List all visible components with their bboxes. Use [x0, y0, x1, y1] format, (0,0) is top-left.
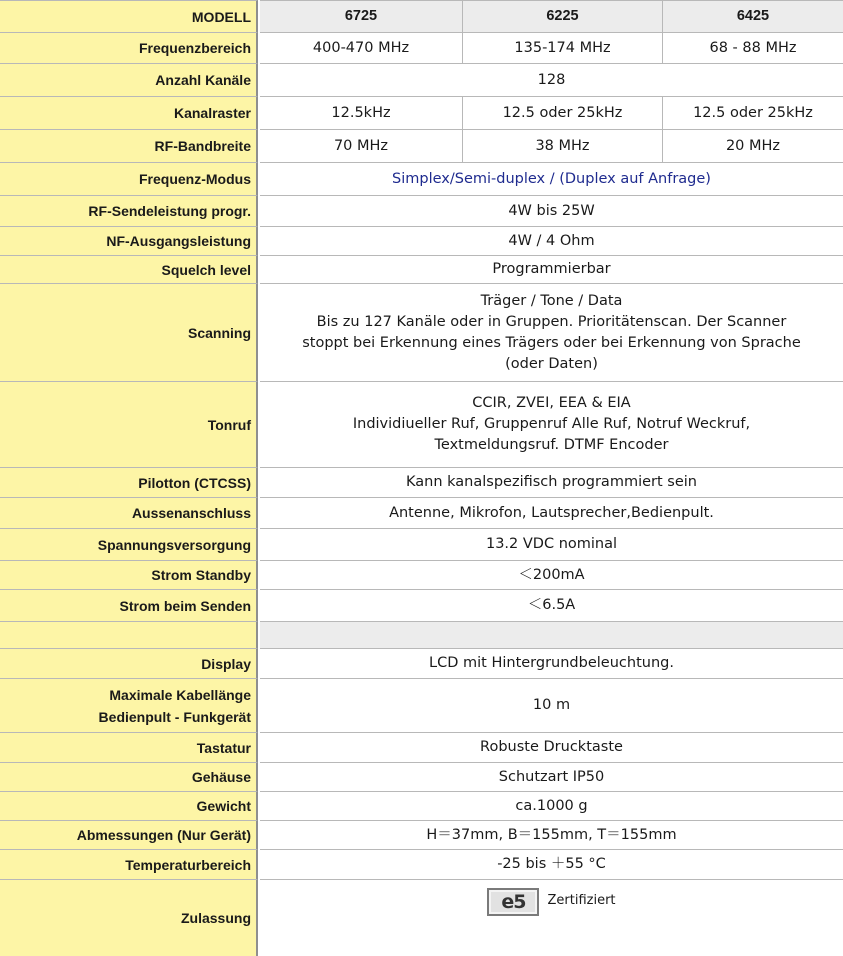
row-value — [260, 880, 843, 956]
e5-certification-logo: e5 — [487, 888, 539, 916]
row-value — [260, 284, 843, 382]
table-header-row — [0, 0, 843, 33]
row-value: ca.1000 g — [260, 792, 843, 821]
table-row-gehaeuse — [0, 763, 843, 792]
table-row-aussenanschluss — [0, 498, 843, 529]
row-value: Simplex/Semi-duplex / (Duplex auf Anfrage) — [260, 163, 843, 196]
value-6225: 38 MHz — [463, 130, 663, 163]
kabellaenge-label-line-2: Bedienpult - Funkgerät — [98, 708, 251, 725]
row-label: Pilotton (CTCSS) — [0, 468, 258, 498]
table-row-spannungsversorgung — [0, 529, 843, 561]
table-row-rf-sendeleistung — [0, 196, 843, 227]
row-label: Temperaturbereich — [0, 850, 258, 880]
model-6725-header: 6725 — [260, 0, 463, 33]
table-row-display — [0, 649, 843, 679]
table-row-kabellaenge — [0, 679, 843, 733]
row-label: Gehäuse — [0, 763, 258, 792]
table-row-empty — [0, 622, 843, 649]
row-label-empty — [0, 622, 258, 649]
table-row-strom-standby — [0, 561, 843, 590]
row-label: Strom Standby — [0, 561, 258, 590]
table-row-pilotton — [0, 468, 843, 498]
kabellaenge-label-line-1: Maximale Kabellänge — [109, 686, 251, 703]
tonruf-line-1: CCIR, ZVEI, EEA & EIA — [472, 395, 631, 411]
row-label: Kanalraster — [0, 97, 258, 130]
value-6725: 70 MHz — [260, 130, 463, 163]
table-row-squelch — [0, 256, 843, 284]
row-label: Tastatur — [0, 733, 258, 763]
row-value — [260, 382, 843, 468]
row-label: Squelch level — [0, 256, 258, 284]
row-value: Schutzart IP50 — [260, 763, 843, 792]
row-label: Spannungsversorgung — [0, 529, 258, 561]
certification-text: Zertifiziert — [547, 893, 616, 908]
row-label: RF-Sendeleistung progr. — [0, 196, 258, 227]
tonruf-line-3: Textmeldungsruf. DTMF Encoder — [434, 437, 669, 453]
row-label: Abmessungen (Nur Gerät) — [0, 821, 258, 850]
kabellaenge-label-lines — [99, 684, 251, 728]
row-label: Display — [0, 649, 258, 679]
row-label: Zulassung — [0, 880, 258, 956]
row-value: H＝37mm, B＝155mm, T＝155mm — [260, 821, 843, 850]
table-row-gewicht — [0, 792, 843, 821]
table-row-nf-ausgangsleistung — [0, 227, 843, 256]
table-row-anzahl-kanaele — [0, 64, 843, 97]
row-value: ＜200mA — [260, 561, 843, 590]
tonruf-line-2: Individiueller Ruf, Gruppenruf Alle Ruf, Notruf Weckruf, — [352, 416, 751, 432]
table-row-temperaturbereich — [0, 850, 843, 880]
row-value: 13.2 VDC nominal — [260, 529, 843, 561]
row-value: 4W / 4 Ohm — [260, 227, 843, 256]
table-row-abmessungen — [0, 821, 843, 850]
row-value: LCD mit Hintergrundbeleuchtung. — [260, 649, 843, 679]
table-row-tonruf — [0, 382, 843, 468]
table-row-zulassung — [0, 880, 843, 956]
row-label: RF-Bandbreite — [0, 130, 258, 163]
value-6425: 68 - 88 MHz — [663, 33, 843, 64]
row-value: 128 — [260, 64, 843, 97]
value-6225: 12.5 oder 25kHz — [463, 97, 663, 130]
row-value: 10 m — [260, 679, 843, 733]
row-value: Robuste Drucktaste — [260, 733, 843, 763]
table-row-strom-senden — [0, 590, 843, 622]
value-6425: 20 MHz — [663, 130, 843, 163]
row-label: Anzahl Kanäle — [0, 64, 258, 97]
value-6425: 12.5 oder 25kHz — [663, 97, 843, 130]
scanning-line-1: Träger / Tone / Data — [480, 292, 623, 309]
table-row-frequenzbereich — [0, 33, 843, 64]
row-label: Tonruf — [0, 382, 258, 468]
row-value: Programmierbar — [260, 256, 843, 284]
row-label — [0, 679, 258, 733]
row-label: Strom beim Senden — [0, 590, 258, 622]
row-value: Kann kanalspezifisch programmiert sein — [260, 468, 843, 498]
value-6225: 135-174 MHz — [463, 33, 663, 64]
table-row-frequenz-modus — [0, 163, 843, 196]
row-label: Frequenzbereich — [0, 33, 258, 64]
scanning-line-2: Bis zu 127 Kanäle oder in Gruppen. Prioritätenscan. Der Scanner — [316, 313, 787, 330]
row-label: Gewicht — [0, 792, 258, 821]
row-label: NF-Ausgangsleistung — [0, 227, 258, 256]
row-value: 4W bis 25W — [260, 196, 843, 227]
table-row-rf-bandbreite — [0, 130, 843, 163]
row-label: Aussenanschluss — [0, 498, 258, 529]
row-value: Antenne, Mikrofon, Lautsprecher,Bedienpult. — [260, 498, 843, 529]
row-value-empty — [260, 622, 843, 649]
model-header-label: MODELL — [0, 0, 258, 33]
scanning-line-3: stoppt bei Erkennung eines Trägers oder bei Erkennung von Sprache — [302, 334, 801, 351]
scanning-line-4: (oder Daten) — [505, 355, 598, 372]
table-row-scanning — [0, 284, 843, 382]
value-6725: 400-470 MHz — [260, 33, 463, 64]
table-row-tastatur — [0, 733, 843, 763]
value-6725: 12.5kHz — [260, 97, 463, 130]
row-label: Frequenz-Modus — [0, 163, 258, 196]
row-value: -25 bis ＋55 °C — [260, 850, 843, 880]
table-row-kanalraster — [0, 97, 843, 130]
model-6225-header: 6225 — [463, 0, 663, 33]
row-label: Scanning — [0, 284, 258, 382]
row-value: ＜6.5A — [260, 590, 843, 622]
model-6425-header: 6425 — [663, 0, 843, 33]
